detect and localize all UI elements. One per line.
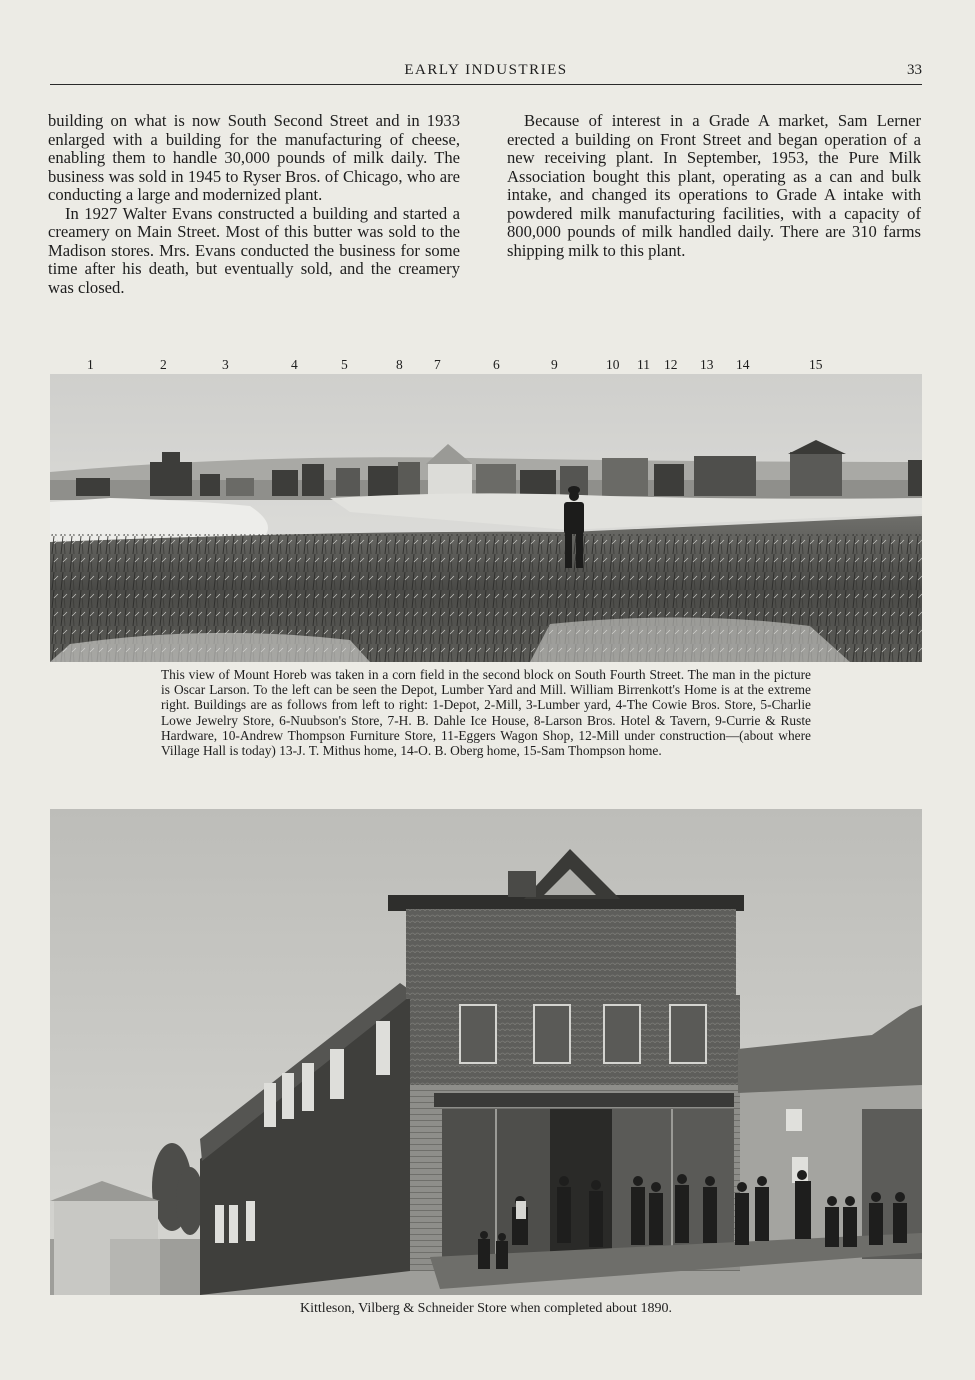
right-text-column bbox=[507, 112, 921, 260]
photo-caption: Kittleson, Vilberg & Schneider Store when completed about 1890. bbox=[300, 1301, 672, 1316]
key-number: 1 bbox=[87, 357, 94, 372]
paragraph: Because of interest in a Grade A market, Sam Lerner erected a building on Front Street and began operation of a new receiving plant. In September, 1953, the Pure Milk Association bought this plant, operating as a can and bulk intake, and changed its operations to Grade A intake with powdered milk manufacturing facilities, with a capacity of 800,000 pounds of milk handled daily. There are 310 farms shipping milk to this plant. bbox=[507, 111, 921, 260]
page-number: 33 bbox=[907, 62, 922, 78]
page-header bbox=[50, 60, 922, 85]
key-number: 6 bbox=[493, 357, 500, 372]
key-number: 10 bbox=[606, 357, 620, 372]
key-number: 9 bbox=[551, 357, 558, 372]
key-number: 8 bbox=[396, 357, 403, 372]
key-number: 2 bbox=[160, 357, 167, 372]
mount-horeb-panorama-photo bbox=[50, 374, 922, 662]
key-number: 11 bbox=[637, 357, 650, 372]
key-number: 4 bbox=[291, 357, 298, 372]
key-number: 3 bbox=[222, 357, 229, 372]
key-number: 15 bbox=[809, 357, 823, 372]
paragraph: In 1927 Walter Evans constructed a building and started a creamery on Main Street. Most of this butter was sold to the Madison stores. Mrs. Evans conducted the business for some time after his death, but eventually sold, and the creamery was closed. bbox=[48, 203, 460, 297]
left-text-column bbox=[48, 112, 460, 297]
key-number: 5 bbox=[341, 357, 348, 372]
photo-key-numbers bbox=[50, 357, 922, 373]
key-number: 7 bbox=[434, 357, 441, 372]
key-number: 13 bbox=[700, 357, 714, 372]
running-title: EARLY INDUSTRIES bbox=[404, 62, 568, 78]
paragraph: building on what is now South Second Street and in 1933 enlarged with a building for the manufacturing of cheese, enabling them to handle 30,000 pounds of milk daily. The business was sold in 1945 to Ryser Bros. of Chicago, who are conducting a large and modernized plant. bbox=[48, 111, 460, 204]
store-building-photo bbox=[50, 809, 922, 1295]
key-number: 12 bbox=[664, 357, 678, 372]
key-number: 14 bbox=[736, 357, 750, 372]
photo-caption: This view of Mount Horeb was taken in a corn field in the second block on South Fourth Street. The man in the picture is Oscar Larson. To the left can be seen the Depot, Lumber Yard and Mill. William Birrenkott's Home is at the extreme right. Buildings are as follows from left to right: 1-Depot, 2-Mill, 3-Lumber yard, 4-The Cowie Bros. Store, 5-Charlie Lowe Jewelry Store, 6-Nuubson's Store, 7-H. B. Dahle Ice House, 8-Larson Bros. Hotel & Tavern, 9-Currie & Ruste Hardware, 10-Andrew Thompson Furniture Store, 11-Eggers Wagon Shop, 12-Mill under construction—(about where Village Hall is today) 13-J. T. Mithus home, 14-O. B. Oberg home, 15-Sam Thompson home. bbox=[161, 667, 811, 759]
